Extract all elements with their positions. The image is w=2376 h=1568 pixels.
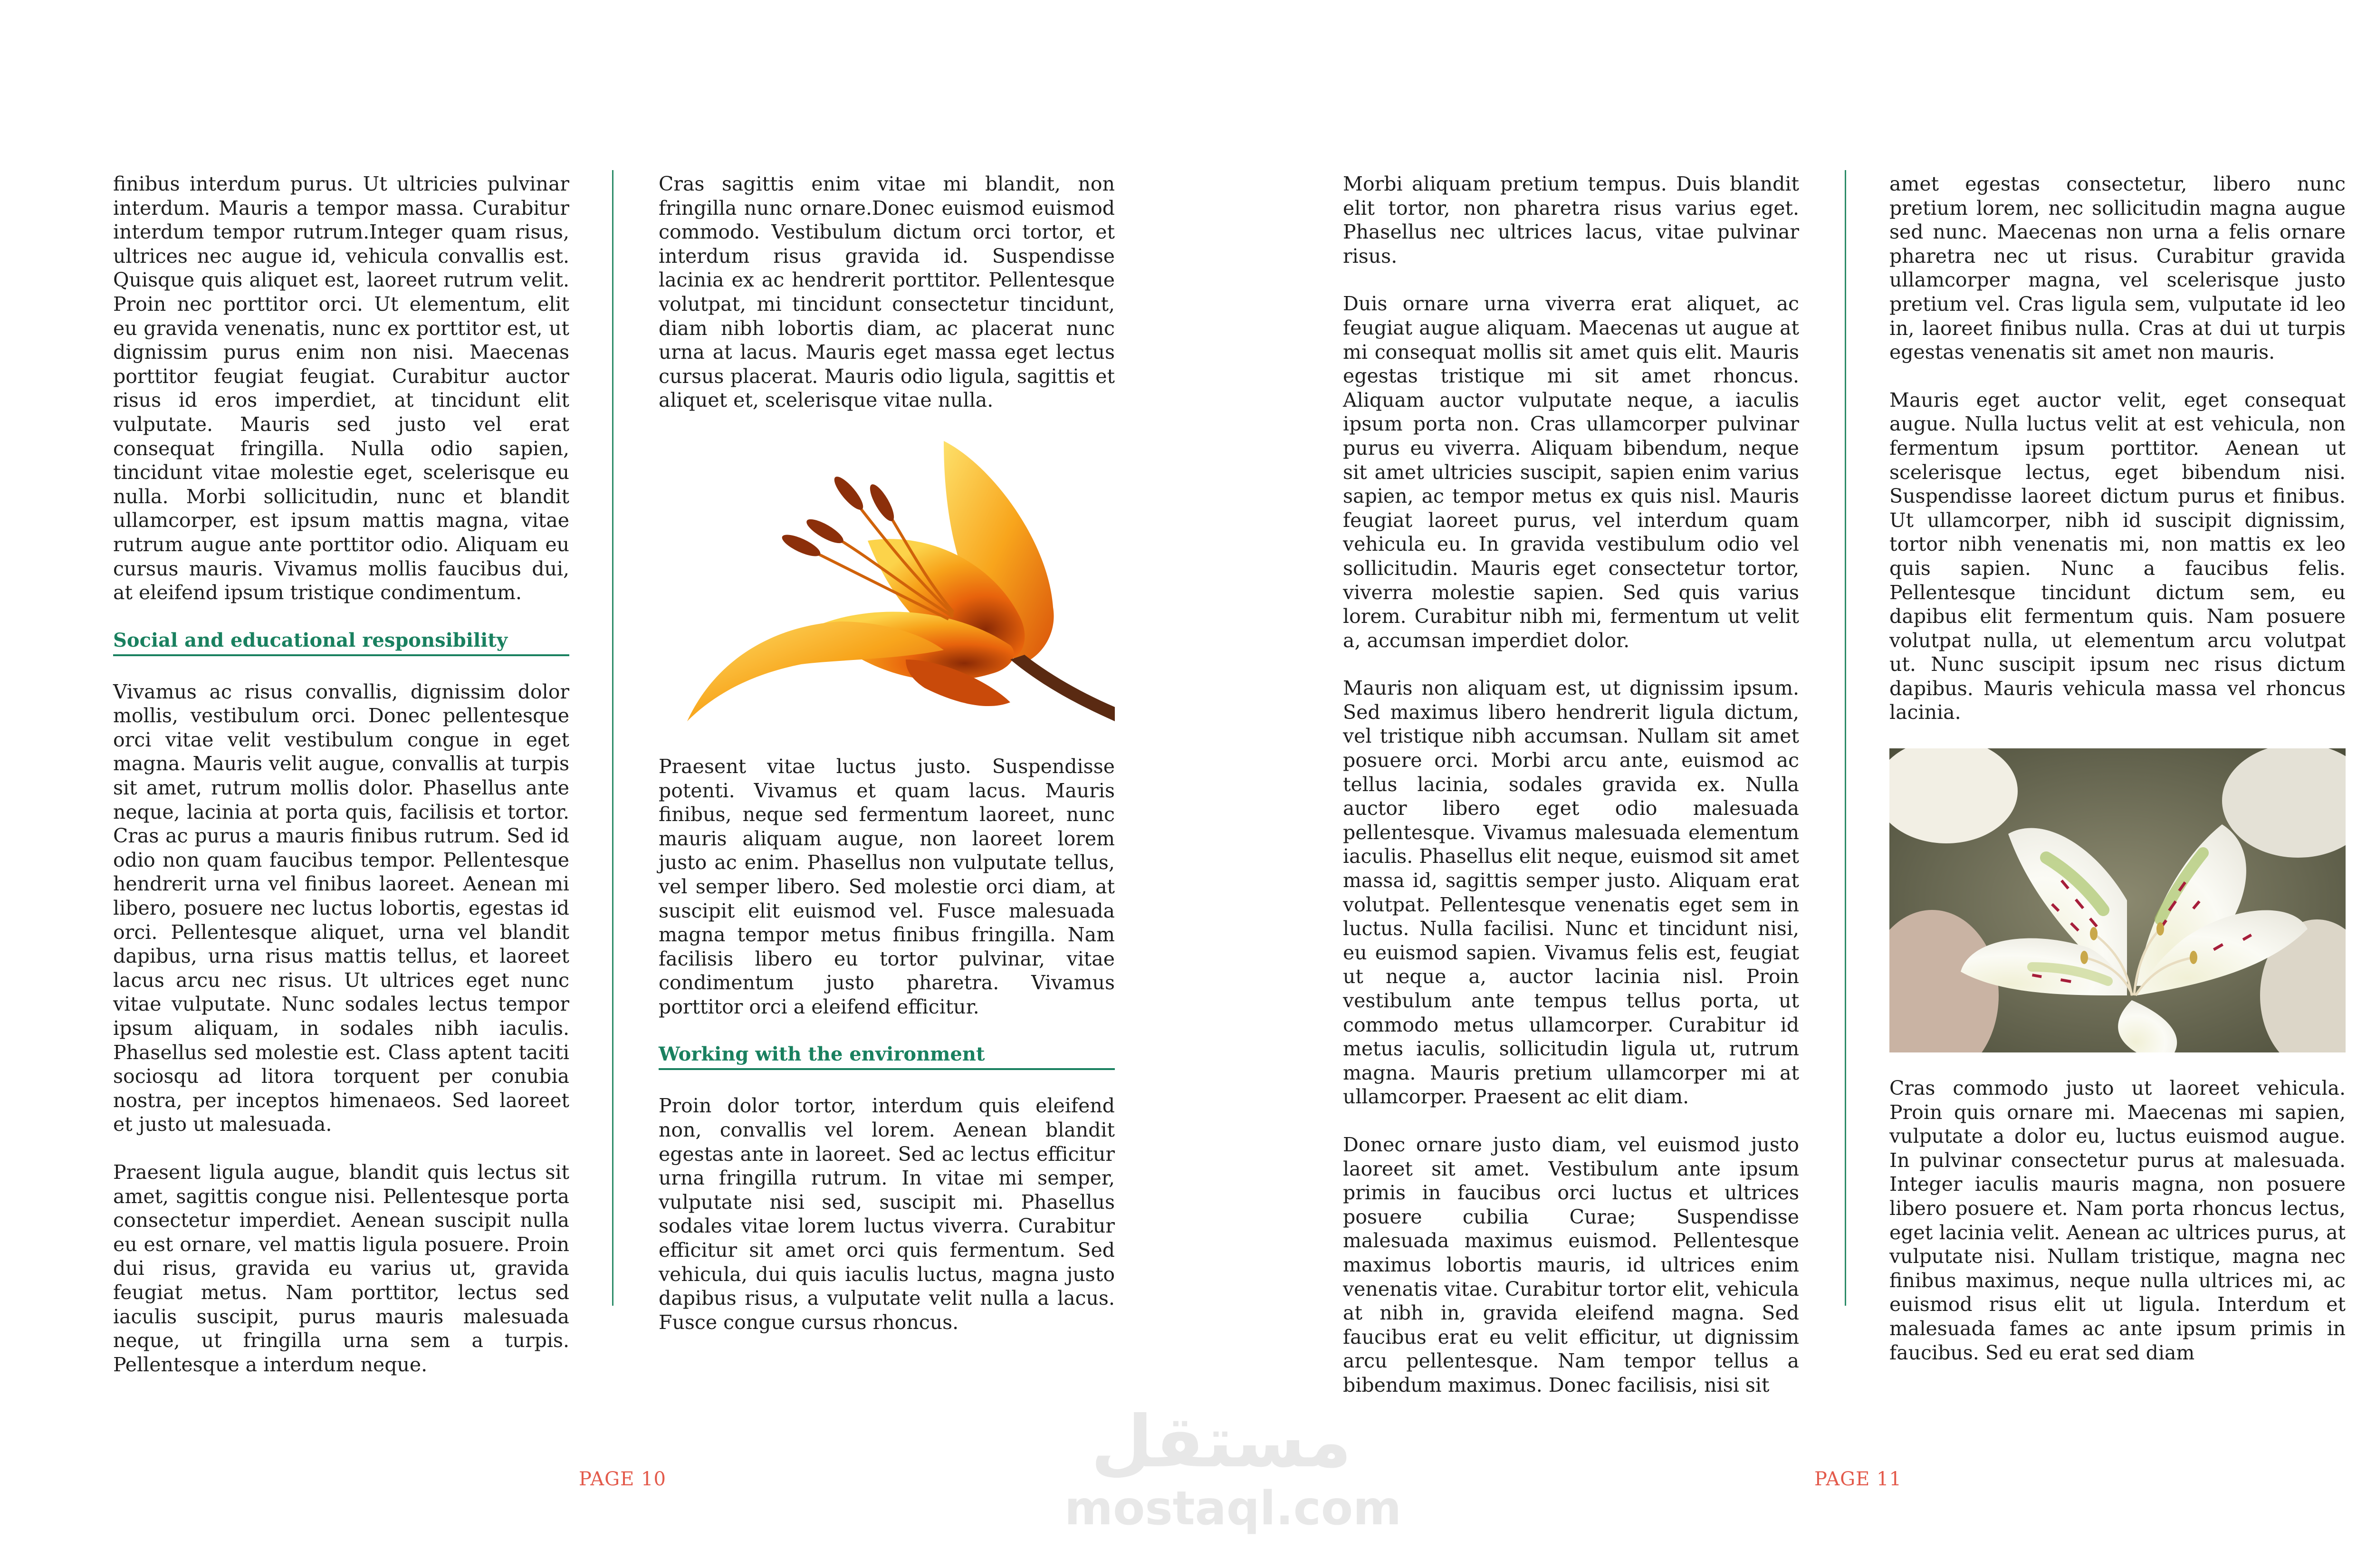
paragraph: Praesent vitae luctus justo. Suspendisse potenti. Vivamus et quam lacus. Mauris finibus, neque sed fermentum laoreet, nunc mauris aliquam augue, non laoreet lorem justo ac enim. Phasellus non vulputate tellus, vel semper libero. Sed molestie orci diam, at suscipit elit euismod vel. Fusce malesuada magna tempor metus finibus fringilla. Nam facilisis libero eu tortor pulvinar, vitae condimentum justo pharetra. Vivamus porttitor orci a eleifend efficitur. xyxy=(659,755,1115,1018)
right-page-column-1 xyxy=(1343,172,1799,1397)
white-alstroemeria-image xyxy=(1889,748,2346,1052)
paragraph: Donec ornare justo diam, vel euismod justo laoreet sit amet. Vestibulum ante ipsum primis in faucibus orci luctus et ultrices posuere cubilia Curae; Suspendisse malesuada maximus euismod. Pellentesque maximus lobortis mauris, id ultrices enim venenatis vitae. Curabitur tortor elit, vehicula at nibh in, gravida eleifend magna. Sed faucibus erat eu velit efficitur, ut dignissim arcu pellentesque. Nam tempor tellus a bibendum maximus. Donec facilisis, nisi sit xyxy=(1343,1133,1799,1396)
paragraph: Morbi aliquam pretium tempus. Duis blandit elit tortor, non pharetra risus varius eget. Phasellus nec ultrices lacus, vitae pulvinar risus. xyxy=(1343,172,1799,268)
paragraph: Vivamus ac risus convallis, dignissim dolor mollis, vestibulum orci. Donec pellentesque orci vitae velit vestibulum congue in eget magna. Mauris velit augue, convallis at turpis sit amet, rutrum mollis dolor. Phasellus ante neque, lacinia at porta quis, facilisis et tortor. Cras ac purus a mauris finibus rutrum. Sed id odio non quam faucibus tempor. Pellentesque hendrerit urna vel finibus laoreet. Aenean mi libero, posuere nec luctus lobortis, egestas id orci. Pellentesque aliquet, urna vel blandit dapibus, urna risus mattis tellus, et laoreet lacus arcu nec risus. Ut ultrices eget nunc vitae vulputate. Nunc sodales lectus tempor ipsum aliquam, in sodales nibh iaculis. Phasellus sed molestie est. Class aptent taciti sociosqu ad litora torquent per conubia nostra, per inceptos himenaeos. Sed laoreet et justo ut malesuada. xyxy=(113,680,569,1136)
orange-lily-image xyxy=(659,436,1115,731)
paragraph: Proin dolor tortor, interdum quis eleifend non, convallis vel lorem. Aenean blandit egestas ante in laoreet. Sed ac lectus efficitur urna fringilla rutrum. In vitae mi semper, vulputate nisi sed, suscipit mi. Phasellus sodales vitae lorem luctus viverra. Curabitur efficitur sit amet orci quis fermentum. Sed vehicula, dui quis iaculis luctus, magna justo dapibus risus, a vulputate velit nulla a lacus. Fusce congue cursus rhoncus. xyxy=(659,1094,1115,1334)
paragraph: finibus interdum purus. Ut ultricies pulvinar interdum. Mauris a tempor massa. Curabitur interdum tempor rutrum.Integer quam risus, ultrices nec augue id, vehicula convallis est. Quisque quis aliquet est, laoreet rutrum velit. Proin nec porttitor orci. Ut elementum, elit eu gravida venenatis, nunc ex porttitor est, ut dignissim purus enim non nisi. Maecenas porttitor feugiat feugiat. Curabitur auctor risus id eros imperdiet, at tincidunt elit vulputate. Mauris sed justo vel erat consequat fringilla. Nulla odio sapien, tincidunt vitae molestie eget, scelerisque eu nulla. Morbi sollicitudin, nunc et blandit ullamcorper, est ipsum mattis magna, vitae rutrum augue ante porttitor odio. Aliquam eu cursus mauris. Vivamus mollis faucibus dui, at eleifend ipsum tristique condimentum. xyxy=(113,172,569,604)
paragraph: amet egestas consectetur, libero nunc pretium lorem, nec sollicitudin magna augue sed nunc. Maecenas non urna a felis ornare pharetra nec ut risus. Curabitur gravida ullamcorper magna, vel scelerisque justo pretium vel. Cras ligula sem, vulputate id leo in, laoreet finibus nulla. Cras at dui ut turpis egestas venenatis sit amet non mauris. xyxy=(1889,172,2346,364)
column-divider xyxy=(612,170,613,1306)
paragraph: Cras commodo justo ut laoreet vehicula. Proin quis ornare mi. Maecenas mi sapien, vulputate a dolor eu, luctus euismod augue. In pulvinar consectetur purus at malesuada. Integer iaculis mauris magna, non posuere libero posuere et. Nam porta rhoncus lectus, eget lacinia velit. Aenean ac ultrices purus, at vulputate nisi. Nullam tristique, magna nec finibus maximus, neque nulla ultrices mi, ac euismod risus elit ut ligula. Interdum et malesuada fames ac ante ipsum primis in faucibus. Sed eu erat sed diam xyxy=(1889,1077,2346,1364)
column-divider xyxy=(1845,170,1846,1306)
left-page-column-2 xyxy=(659,172,1115,1334)
section-heading-social: Social and educational responsibility xyxy=(113,629,569,656)
left-page-column-1 xyxy=(113,172,569,1377)
page-number-left: PAGE 10 xyxy=(579,1468,666,1490)
paragraph: Duis ornare urna viverra erat aliquet, ac feugiat augue aliquam. Maecenas ut augue at mi consequat mollis sit amet quis elit. Mauris egestas tristique mi sit amet rhoncus. Aliquam auctor vulputate neque, a iaculis ipsum porta non. Cras ullamcorper pulvinar purus eu viverra. Aliquam bibendum, neque sit amet ultricies suscipit, sapien enim varius sapien, ac tempor metus ex quis nisl. Mauris feugiat laoreet purus, vel interdum quam vehicula eu. In gravida vestibulum odio vel sollicitudin. Mauris eget consectetur tortor, viverra molestie sapien. Sed quis varius lorem. Curabitur nibh mi, fermentum ut velit a, accumsan imperdiet dolor. xyxy=(1343,292,1799,652)
paragraph: Cras sagittis enim vitae mi blandit, non fringilla nunc ornare.Donec euismod euismod commodo. Vestibulum dictum orci tortor, et interdum risus gravida id. Suspendisse lacinia ex ac hendrerit porttitor. Pellentesque volutpat, mi tincidunt consectetur tincidunt, diam nibh lobortis diam, ac placerat nunc urna at lacus. Mauris eget massa eget lectus cursus placerat. Mauris odio ligula, sagittis et aliquet et, scelerisque vitae nulla. xyxy=(659,172,1115,412)
watermark-arabic: مستقل xyxy=(1091,1401,1352,1483)
right-page-column-2 xyxy=(1889,172,2346,1365)
paragraph: Mauris eget auctor velit, eget consequat augue. Nulla luctus velit at est vehicula, non fermentum ipsum porttitor. Aenean ut scelerisque lectus, eget bibendum nisi. Suspendisse laoreet dictum purus et finibus. Ut ullamcorper, nibh id suscipit dignissim, tortor nibh venenatis mi, non mattis ex leo quis sapien. Nunc a faucibus felis. Pellentesque tincidunt dictum sem, eu dapibus elit fermentum quis. Nam posuere volutpat nulla, ut elementum arcu volutpat ut. Nunc suscipit ipsum nec risus dictum dapibus. Mauris vehicula massa vel rhoncus lacinia. xyxy=(1889,388,2346,724)
page-number-right: PAGE 11 xyxy=(1814,1468,1902,1490)
mostaql-watermark xyxy=(1064,1401,1402,1536)
paragraph: Mauris non aliquam est, ut dignissim ipsum. Sed maximus libero hendrerit ligula dictum, vel tristique nibh accumsan. Nullam sit amet posuere orci. Morbi arcu ante, euismod ac tellus lacinia, sodales gravida ex. Nulla auctor libero eget odio malesuada pellentesque. Vivamus malesuada elementum iaculis. Phasellus elit neque, euismod sit amet massa id, sagittis semper justo. Aliquam erat volutpat. Pellentesque venenatis eget sem in luctus. Nulla facilisi. Nunc et tincidunt nisi, eu euismod sapien. Vivamus felis est, feugiat ut neque a, auctor lacinia nisl. Proin vestibulum ante tempus tellus porta, ut commodo metus ullamcorper. Curabitur id metus iaculis, sollicitudin ligula ut, rutrum magna. Mauris pretium ullamcorper mi at ullamcorper. Praesent ac elit diam. xyxy=(1343,677,1799,1109)
section-heading-environment: Working with the environment xyxy=(659,1042,1115,1070)
paragraph: Praesent ligula augue, blandit quis lectus sit amet, sagittis congue nisi. Pellentesque porta consectetur imperdiet. Aenean suscipit nulla eu est ornare, vel mattis ligula posuere. Proin dui risus, gravida eu varius ut, gravida feugiat metus. Nam porttitor, lectus sed iaculis suscipit, purus mauris malesuada neque, ut fringilla urna sem a turpis. Pellentesque a interdum neque. xyxy=(113,1160,569,1376)
watermark-latin: mostaql.com xyxy=(1064,1482,1402,1536)
